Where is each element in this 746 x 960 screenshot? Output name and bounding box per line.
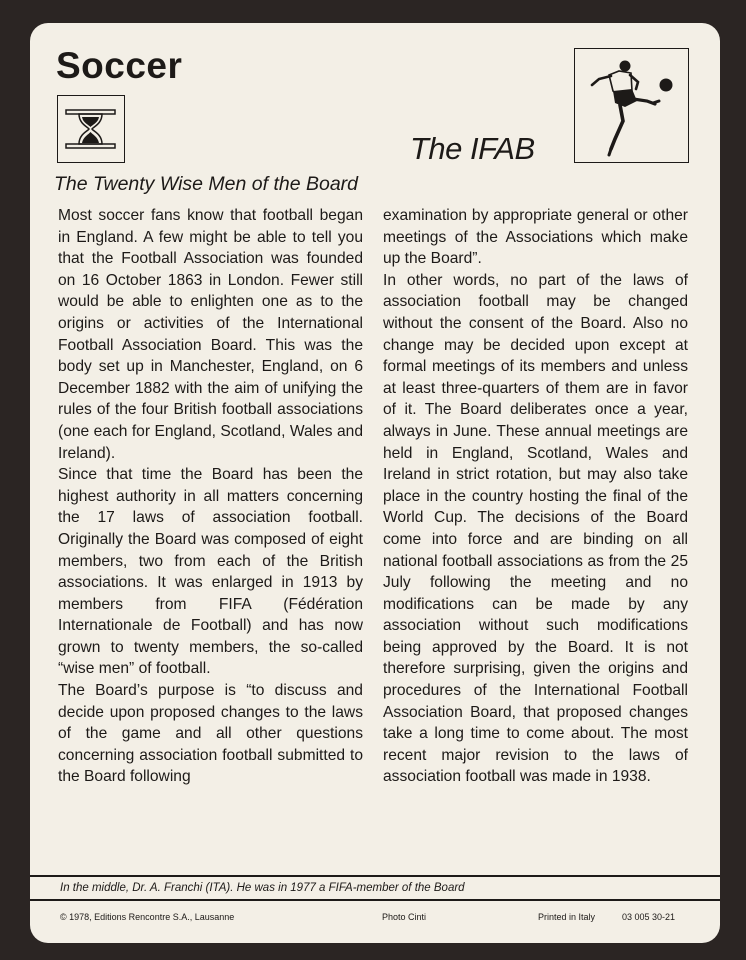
sport-title: Soccer (56, 45, 183, 86)
divider (30, 899, 720, 901)
printed-in: Printed in Italy (538, 912, 596, 922)
paragraph: Most soccer fans know that football began in England. A few might be able to tell you that the Football Association was founded on 16 October 1863 in London. Fewer still would be able to enlighten one as to the origins or activities of the International Football Association Board. This was the body set up in Manchester, England, on 6 December 1882 with the aim of unifying the rules of the four British football associations (one each for England, Scotland, Wales and Ireland). (58, 207, 363, 462)
trading-card (30, 23, 720, 943)
hourglass-icon (57, 95, 125, 163)
paragraph: In other words, no part of the laws of association football may be changed without the consent of the Board. Also no change may be decided upon except at formal meetings of its members and unless at least three-quarters of them are in favor of it. The Board deliberates once a year, always in June. These annual meetings are held in England, Scotland, Wales and Ireland in strict rotation, but may also take place in the country hosting the final of the World Cup. The decisions of the Board come into force and are binding on all national football associations as from the 25 July following the meeting and no modifications can be made by any association without such modifications being approved by the Board. It is not therefore surprising, given the origins and procedures of the International Football Association Board, that proposed changes take a long time to come about. The most recent major revision to the laws of association football was made in 1938. (383, 271, 688, 786)
subtitle: The Twenty Wise Men of the Board (54, 173, 359, 195)
paragraph: The Board’s purpose is “to discuss and decide upon proposed changes to the laws of the game and all other questions concerning association football submitted to the Board following (58, 682, 363, 786)
paragraph: examination by appropriate general or other meetings of the Associations which make up the Board”. (383, 207, 688, 268)
photo-credit: Photo Cinti (382, 912, 427, 922)
photo-caption: In the middle, Dr. A. Franchi (ITA). He was in 1977 a FIFA-member of the Board (60, 882, 465, 894)
soccer-player-illustration (574, 48, 689, 163)
body-column-right (383, 205, 688, 788)
paragraph: Since that time the Board has been the highest authority in all matters concerning the 17 laws of association football. Originally the Board was composed of eight members, two from each of the British associations. It was enlarged in 1913 by members from FIFA (Fédération Internationale de Football) and has now grown to twenty members, the so-called “wise men” of football. (58, 466, 363, 678)
copyright: © 1978, Editions Rencontre S.A., Lausanne (60, 912, 235, 922)
divider (30, 875, 720, 877)
body-column-left (58, 205, 363, 788)
topic-title: The IFAB (410, 131, 535, 166)
card-code: 03 005 30-21 (622, 912, 676, 922)
